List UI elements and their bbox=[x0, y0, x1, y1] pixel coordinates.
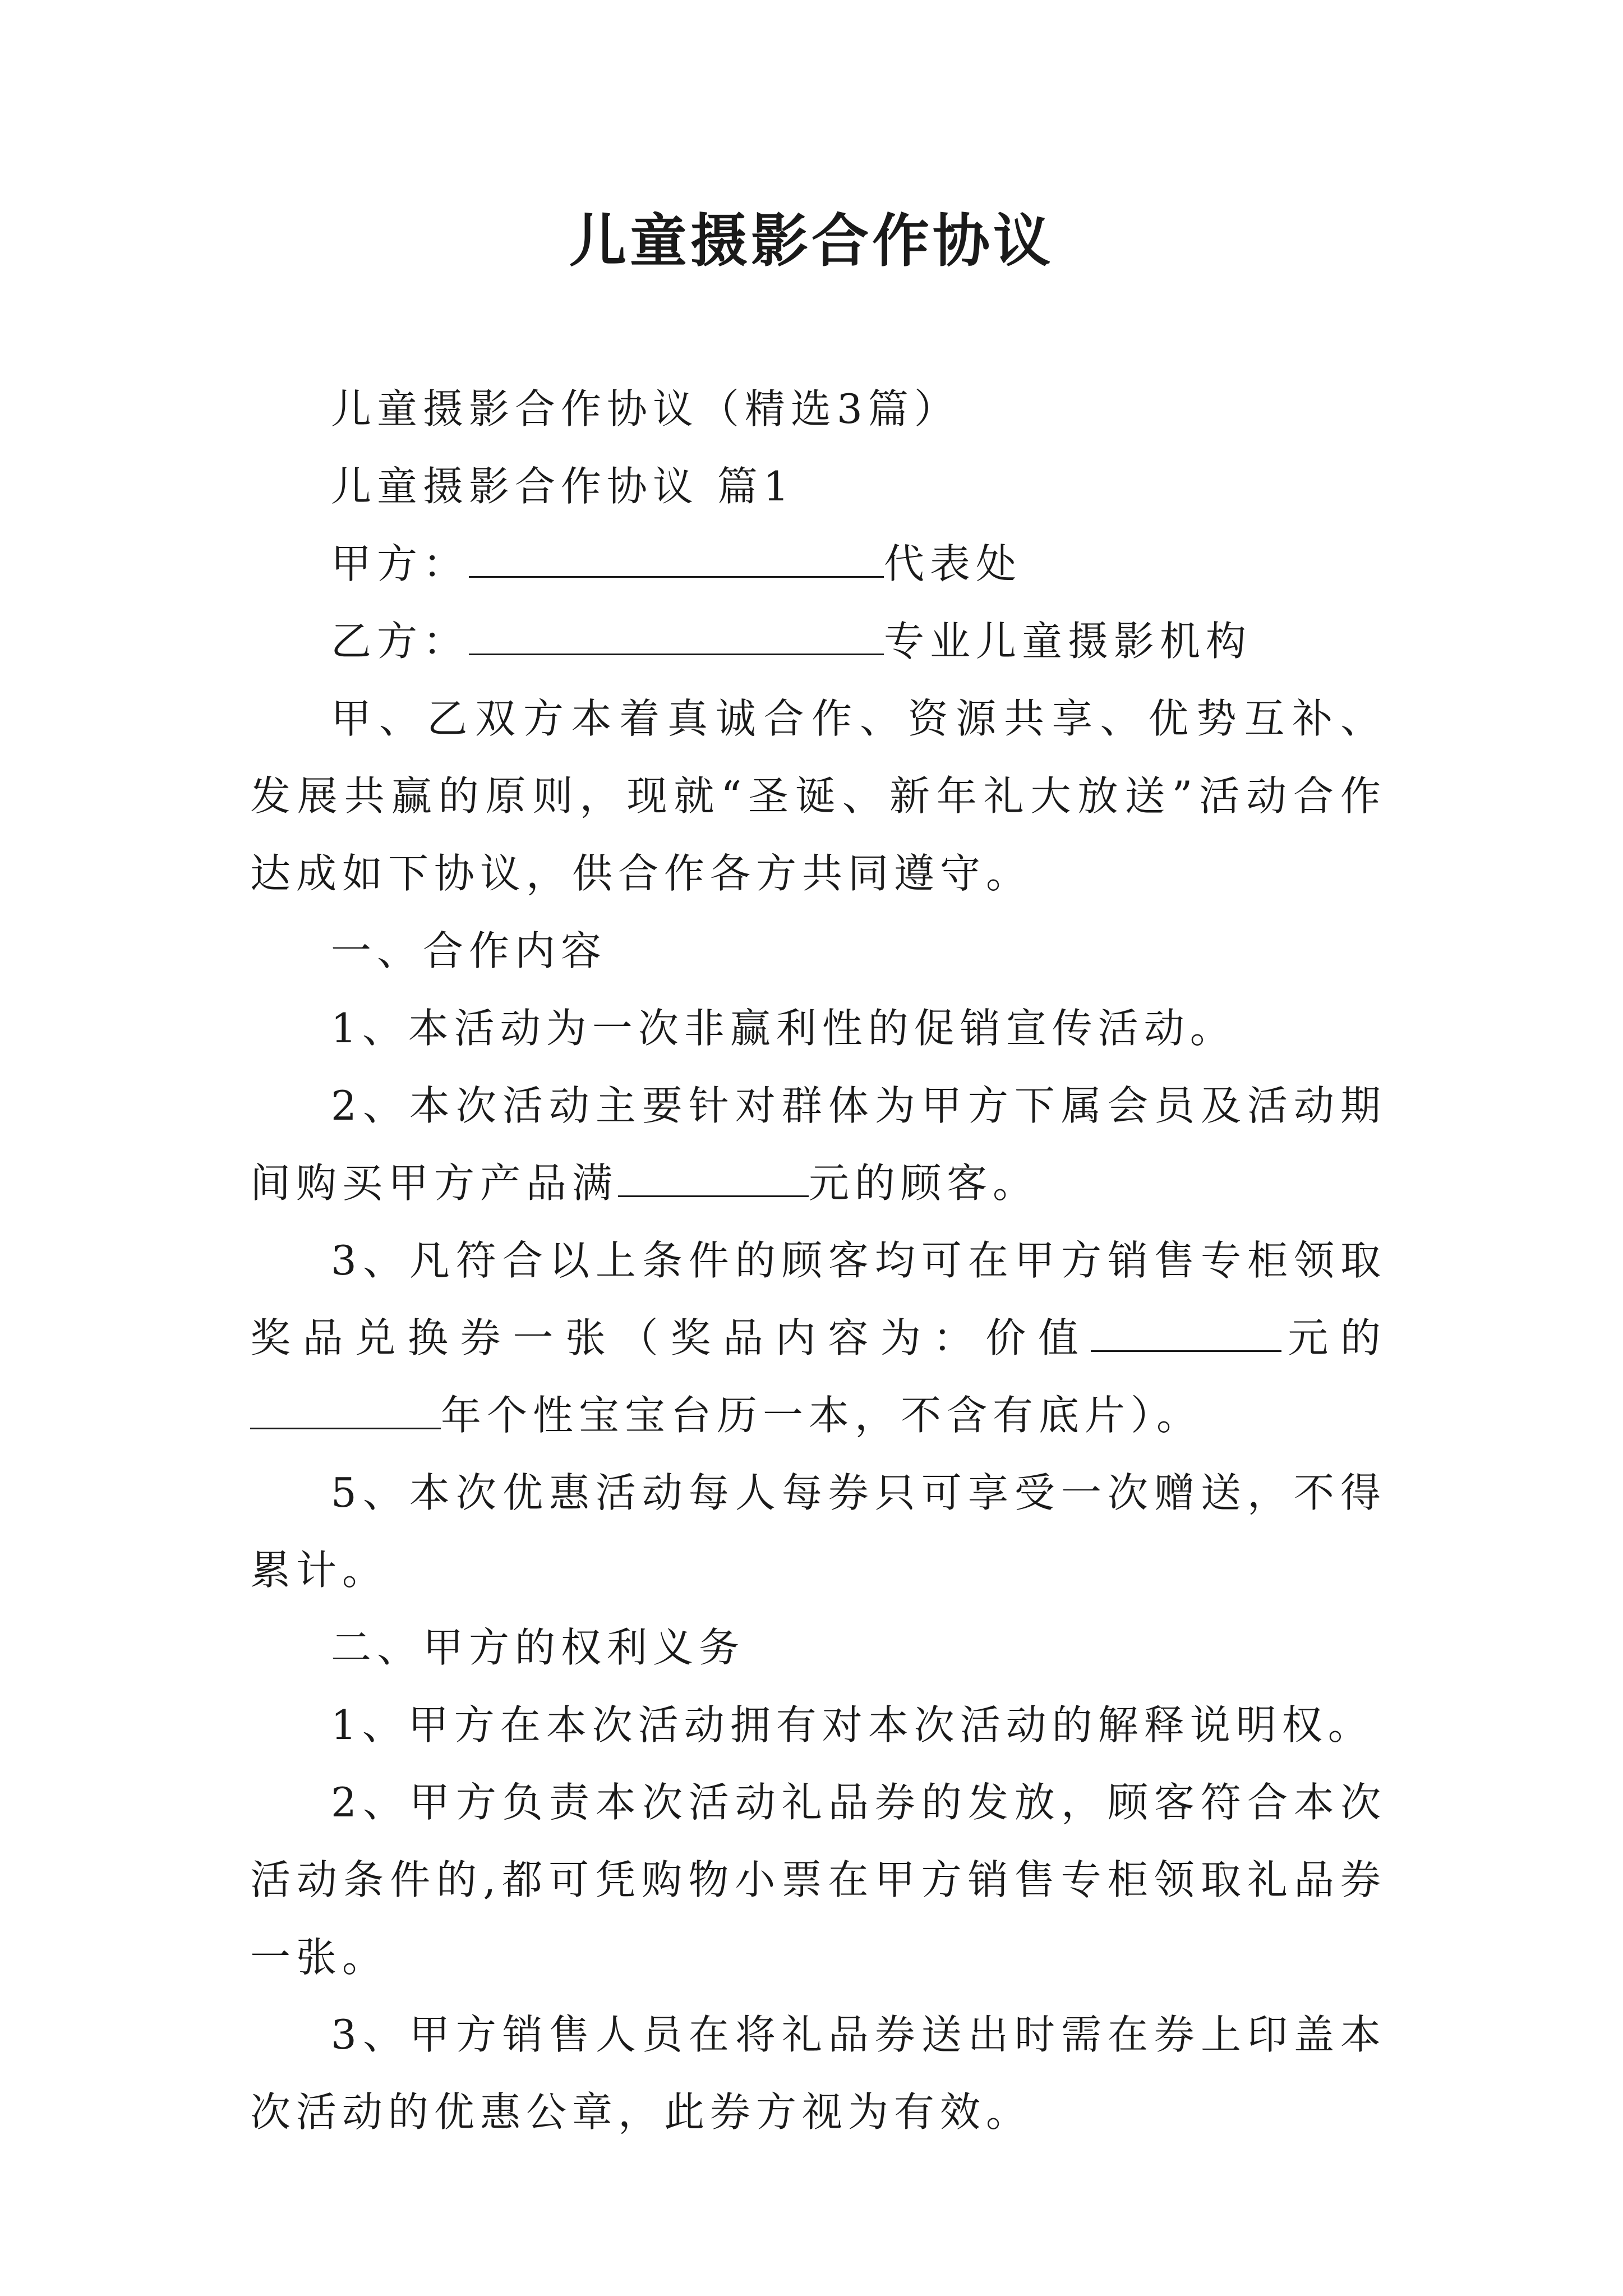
party-a-label: 甲方： bbox=[331, 540, 469, 587]
party-b-line bbox=[250, 602, 1386, 680]
party-a-line bbox=[250, 525, 1386, 602]
section1-item3-end: 年个性宝宝台历一本，不含有底片）。 bbox=[441, 1392, 1203, 1439]
section1-item2-end: 元的顾客。 bbox=[809, 1159, 1039, 1207]
party-b-label: 乙方： bbox=[331, 618, 469, 665]
party-a-suffix: 代表处 bbox=[884, 540, 1022, 587]
section1-item1: 1、本活动为一次非赢利性的促销宣传活动。 bbox=[331, 1005, 1236, 1052]
section2-item2: 2、甲方负责本次活动礼品券的发放，顾客符合本次活动条件的,都可凭购物小票在甲方销售专柜领取礼品券一张。 bbox=[250, 1779, 1386, 1981]
amount-blank bbox=[618, 1153, 809, 1197]
section2-item1: 1、甲方在本次活动拥有对本次活动的解释说明权。 bbox=[331, 1701, 1374, 1749]
section1-item3 bbox=[250, 1222, 1386, 1454]
intro-paragraph: 甲、乙双方本着真诚合作、资源共享、优势互补、发展共赢的原则，现就“圣诞、新年礼大放送”活动合作达成如下协议，供合作各方共同遵守。 bbox=[250, 695, 1386, 897]
part-heading: 儿童摄影合作协议 篇1 bbox=[331, 463, 795, 510]
section2-heading: 二、甲方的权利义务 bbox=[331, 1624, 745, 1671]
section1-item3-mid: 元的 bbox=[1281, 1314, 1386, 1361]
section1-item5: 5、本次优惠活动每人每券只可享受一次赠送，不得累计。 bbox=[250, 1469, 1386, 1594]
section1-item2-text: 2、本次活动主要针对群体为甲方下属会员及活动期间购买甲方产品满 bbox=[250, 1082, 1386, 1207]
party-b-blank bbox=[469, 611, 884, 655]
document-subtitle: 儿童摄影合作协议（精选3篇） bbox=[331, 385, 960, 432]
year-blank bbox=[250, 1385, 441, 1429]
value-blank bbox=[1091, 1308, 1281, 1352]
section1-heading: 一、合作内容 bbox=[331, 927, 607, 974]
section1-item3-text: 3、凡符合以上条件的顾客均可在甲方销售专柜领取奖品兑换券一张（奖品内容为：价值 bbox=[250, 1237, 1386, 1361]
section2-item3: 3、甲方销售人员在将礼品券送出时需在券上印盖本次活动的优惠公章，此券方视为有效。 bbox=[250, 2011, 1386, 2136]
party-b-suffix: 专业儿童摄影机构 bbox=[884, 618, 1252, 665]
document-body bbox=[250, 370, 1386, 2151]
party-a-blank bbox=[469, 533, 884, 578]
section1-item2 bbox=[250, 1067, 1386, 1222]
document-title: 儿童摄影合作协议 bbox=[569, 208, 1054, 275]
